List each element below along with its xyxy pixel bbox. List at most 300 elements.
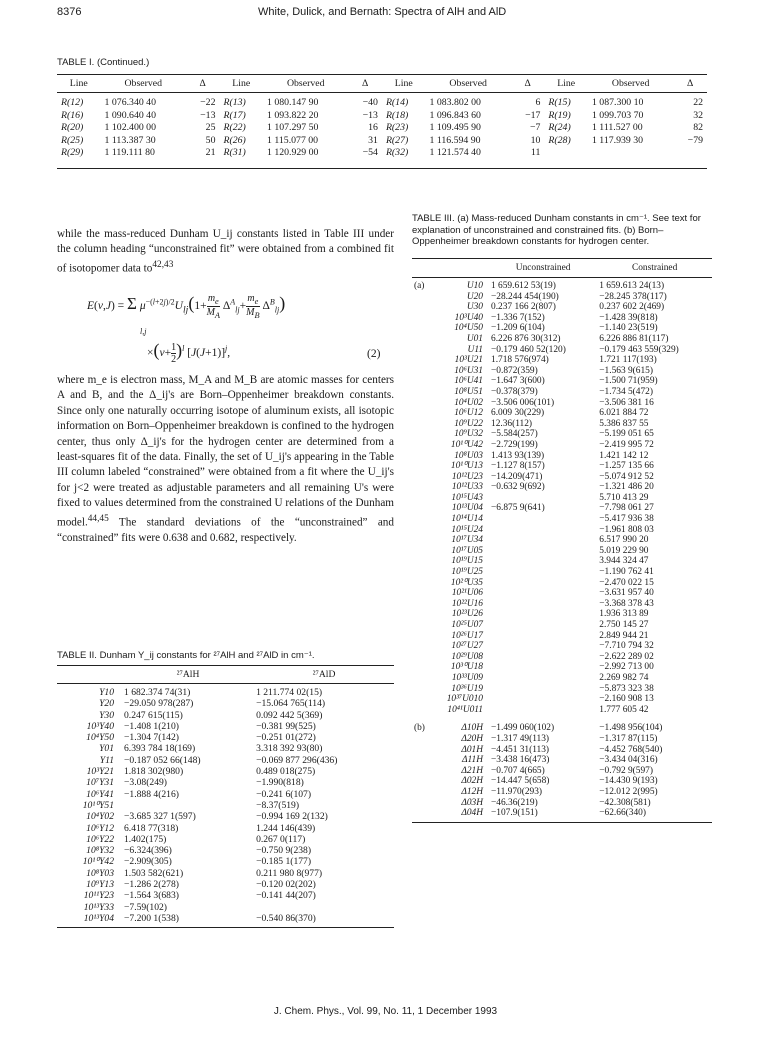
table-cell: 1 115.077 00 [267, 134, 319, 146]
row-label: 10³⁰U18 [450, 662, 483, 673]
row-label: 10⁶Y22 [86, 833, 114, 845]
table-cell: −0.378(379) [491, 386, 538, 397]
table-row [412, 734, 712, 745]
table-cell: −3.685 327 1(597) [124, 811, 196, 823]
section-spacer [412, 482, 436, 493]
section-spacer [412, 662, 436, 673]
section-spacer [412, 503, 436, 514]
table-cell [489, 652, 597, 663]
table-cell [489, 493, 597, 504]
row-label: 10⁴Y50 [86, 732, 114, 744]
row-label: 10³⁶U19 [451, 683, 483, 694]
table-cell: 1.503 582(621) [124, 867, 184, 879]
table3-col-constrained: Constrained [597, 259, 712, 278]
table-cell: −1.140 23(519) [599, 323, 658, 334]
table-cell: −28.244 454(190) [491, 291, 559, 302]
table-cell: −4.451 31(113) [491, 744, 550, 755]
table-cell: −17 [525, 109, 541, 121]
row-label: 10⁴U02 [454, 397, 483, 408]
section-spacer [412, 567, 436, 578]
table-cell: −5.873 323 38 [599, 683, 654, 694]
table-cell: 12.36(112) [491, 418, 533, 429]
table-row [57, 110, 707, 123]
table-cell: −1.317 87(115) [599, 733, 658, 744]
section-spacer [412, 461, 436, 472]
table-cell: −1.209 6(104) [491, 323, 545, 334]
table-row [412, 398, 712, 409]
table-cell: 1.721 117(193) [599, 355, 657, 366]
section-spacer [412, 472, 436, 483]
table-cell: −0.381 99(525) [256, 720, 316, 732]
table-cell: −13 [200, 109, 216, 121]
table-cell: 1.244 146(439) [256, 822, 316, 834]
row-label: 10⁶U12 [454, 408, 483, 419]
table-row [412, 313, 712, 324]
row-label: 10⁶U41 [454, 376, 483, 387]
table2-col-alh: ²⁷AlH [122, 666, 254, 684]
section-spacer [412, 641, 436, 652]
section-spacer [412, 798, 436, 809]
table-cell: 16 [368, 122, 378, 133]
table-row [412, 705, 712, 716]
row-label: 10⁶Y12 [86, 822, 114, 834]
section-spacer [412, 302, 436, 313]
table-cell: 3.944 324 47 [599, 556, 649, 567]
row-label: 10¹²U33 [451, 482, 483, 493]
section-spacer [412, 514, 436, 525]
table-row [57, 732, 394, 743]
section-spacer [412, 525, 436, 536]
table-cell: 0.237 166 2(807) [491, 302, 556, 313]
table3-caption: TABLE III. (a) Mass-reduced Dunham constants in cm⁻¹. See text for explanation of unconstrained and constrained fits. (b) Born–Oppenheimer breakdown constants for hydrogen center. [412, 213, 701, 247]
row-label: 10⁹U22 [454, 418, 483, 429]
section-spacer [412, 398, 436, 409]
table-row [57, 721, 394, 732]
table-cell: −2.470 022 15 [599, 577, 654, 588]
table-row [57, 684, 394, 699]
table-row [412, 440, 712, 451]
table-cell: −2.160 908 13 [599, 694, 654, 705]
table-cell: −3.438 16(473) [491, 755, 550, 766]
table-row [412, 787, 712, 798]
table-cell: R(15) [548, 97, 571, 108]
table-cell: −0.179 463 559(329) [599, 344, 679, 355]
table-cell: −14.209(471) [491, 471, 543, 482]
table-row [412, 673, 712, 684]
table-cell: −5.584(257) [491, 429, 538, 440]
row-label: 10¹⁰Y51 [82, 799, 114, 811]
table-row [57, 122, 707, 135]
section-spacer [412, 345, 436, 356]
table-cell [489, 588, 597, 599]
table1-col-header: Observed [425, 75, 510, 93]
table-cell: R(22) [223, 122, 246, 133]
table-cell: −12.012 2(995) [599, 786, 658, 797]
row-label: Δ10H [461, 723, 483, 734]
table-row [412, 798, 712, 809]
section-spacer [412, 556, 436, 567]
table-cell: 1.818 302(980) [124, 766, 184, 778]
table-row [412, 641, 712, 652]
table-cell: −0.251 01(272) [256, 732, 316, 744]
table1-col-header: Line [219, 75, 263, 93]
table-row [57, 710, 394, 721]
body-text-top [57, 227, 394, 277]
section-spacer [412, 546, 436, 557]
section-spacer [412, 631, 436, 642]
table-row [412, 599, 712, 610]
section-spacer [412, 355, 436, 366]
paragraph-1: while the mass-reduced Dunham U_ij constants listed in Table III under the column heading “unconstrained fit” were obtained from a combined fit of isotopomer data to [57, 228, 394, 275]
table-cell: 1 107.297 50 [267, 122, 319, 133]
table-cell: −0.187 052 66(148) [124, 754, 201, 766]
table-cell: 5.386 837 55 [599, 418, 649, 429]
section-label: (a) [414, 281, 425, 291]
table-cell: −29.050 978(287) [124, 698, 194, 710]
journal-footer: J. Chem. Phys., Vol. 99, No. 11, 1 December 1993 [273, 1006, 498, 1017]
table-cell [489, 705, 597, 716]
table-row [57, 698, 394, 709]
row-label: 10¹⁰U42 [450, 439, 483, 450]
row-label: 10⁹U32 [454, 429, 483, 440]
table-cell: −3.506 381 16 [599, 397, 654, 408]
table-row [412, 366, 712, 377]
row-label: 10³U21 [454, 355, 483, 366]
section-spacer [412, 440, 436, 451]
table1-col-header: Δ [186, 75, 220, 93]
table-cell: −2.419 995 72 [599, 439, 654, 450]
table-row [412, 292, 712, 303]
table-cell: −1.336 7(152) [491, 312, 545, 323]
row-label: 10⁸U03 [454, 450, 483, 461]
table-cell: −4.452 768(540) [599, 744, 663, 755]
table-cell: R(29) [57, 147, 101, 168]
table-cell [489, 546, 597, 557]
table-cell: −79 [687, 134, 703, 146]
table-cell: R(13) [223, 97, 246, 108]
table2-corner [57, 666, 122, 684]
table-row [412, 345, 712, 356]
table-row [57, 135, 707, 148]
section-spacer [412, 620, 436, 631]
body-text-bottom [57, 373, 394, 546]
row-label: Δ21H [461, 765, 483, 776]
table-cell: −3.631 957 40 [599, 588, 654, 599]
row-label: 10¹⁵U24 [451, 524, 483, 535]
table3 [412, 258, 712, 823]
table-cell: −0.872(359) [491, 365, 538, 376]
table-cell: 6.418 77(318) [124, 822, 179, 834]
table-row [412, 578, 712, 589]
table-cell: 6.009 30(229) [491, 408, 545, 419]
section-spacer [412, 808, 436, 822]
table-cell: 0.247 615(115) [124, 709, 183, 721]
table-cell: 1 099.703 70 [591, 109, 644, 121]
table1-col-header: Δ [673, 75, 707, 93]
table-cell [544, 147, 588, 168]
table-cell: R(31) [219, 147, 263, 168]
table1-col-header: Observed [588, 75, 673, 93]
citation: 44,45 [87, 513, 109, 524]
row-label: Δ20H [461, 733, 483, 744]
table-cell: 1 659.613 24(13) [599, 281, 665, 291]
table-cell: −3.08(249) [124, 777, 167, 789]
table-row [412, 694, 712, 705]
table-cell: 1.421 142 12 [599, 450, 649, 461]
table-cell: 0.267 0(117) [256, 833, 306, 845]
table-row [412, 451, 712, 462]
row-label: Δ02H [461, 776, 483, 787]
table-cell [489, 525, 597, 536]
row-label: 10⁶U31 [454, 365, 483, 376]
table-cell: −1.408 1(210) [124, 720, 179, 732]
row-label: 10⁴Y02 [86, 811, 114, 823]
table-cell: −1.563 9(615) [599, 365, 653, 376]
table-row [57, 834, 394, 845]
table-row [412, 631, 712, 642]
table-cell [489, 662, 597, 673]
row-label: 10⁸Y32 [86, 845, 114, 857]
table-cell: −0.141 44(207) [256, 890, 316, 902]
row-label: 10¹²U23 [451, 471, 483, 482]
row-label: 10³Y40 [86, 720, 114, 732]
row-label: 10⁸Y03 [86, 867, 114, 879]
table2-caption: TABLE II. Dunham Y_ij constants for ²⁷AlH and ²⁷AlD in cm⁻¹. [57, 650, 315, 661]
row-label: 10¹⁹U15 [451, 556, 483, 567]
table-cell: −11.970(293) [491, 786, 543, 797]
table-cell: 2.269 982 74 [599, 672, 649, 683]
table-cell: 6.226 886 81(117) [599, 333, 669, 344]
table-cell: −0.120 02(202) [256, 879, 316, 891]
row-label: 10⁹Y13 [86, 879, 114, 891]
table-cell: 10 [530, 134, 541, 146]
table-cell: −1.127 8(157) [491, 461, 545, 472]
row-label: U20 [466, 291, 483, 302]
row-label: 10¹³U04 [451, 503, 483, 514]
table-cell: 1 659.612 53(19) [491, 281, 556, 291]
section-spacer [412, 493, 436, 504]
table-row [412, 662, 712, 673]
table-cell: 32 [693, 109, 703, 121]
section-spacer [412, 313, 436, 324]
table-cell: −6.324(396) [124, 845, 172, 857]
table-row [57, 800, 394, 811]
row-label: 10⁴¹U011 [447, 704, 483, 715]
table-cell: −13 [362, 109, 378, 121]
table-row [412, 546, 712, 557]
section-spacer [412, 734, 436, 745]
row-label: Δ03H [461, 797, 483, 808]
table-cell: R(26) [223, 134, 246, 146]
table-cell: −1.499 060(102) [491, 723, 555, 734]
table1-col-header: Line [544, 75, 588, 93]
table-cell: 1 120.929 00 [263, 147, 348, 168]
section-spacer [412, 776, 436, 787]
table-cell: −15.064 765(114) [256, 698, 326, 710]
table-cell: 1 211.774 02(15) [256, 687, 323, 698]
section-spacer [412, 694, 436, 705]
table-cell: 1 682.374 74(31) [124, 687, 191, 698]
row-label: Y11 [99, 754, 114, 766]
table-row [57, 766, 394, 777]
table-cell: 6.021 884 72 [599, 408, 649, 419]
table-cell: −0.241 6(107) [256, 788, 312, 800]
table-row [57, 777, 394, 788]
table-cell: −7.798 061 27 [599, 503, 654, 514]
row-label: 10³U40 [454, 312, 483, 323]
table-cell: 5.710 413 29 [599, 492, 649, 503]
table-cell: R(27) [385, 134, 409, 146]
table-cell: −8.37(519) [256, 799, 300, 811]
row-label: Y20 [99, 698, 114, 710]
row-label: Δ04H [436, 808, 489, 822]
table-cell: 1 121.574 40 [425, 147, 510, 168]
row-label: 10¹³Y04 [57, 913, 122, 928]
row-label: Y01 [99, 743, 114, 755]
table-cell: −1.647 3(600) [491, 376, 545, 387]
row-label: 10¹⁰Y42 [82, 856, 114, 868]
section-spacer [412, 292, 436, 303]
table3-col-unconstrained: Unconstrained [489, 259, 597, 278]
table-cell [489, 567, 597, 578]
table-cell: R(24) [548, 122, 571, 133]
table-cell: 1 102.400 00 [104, 122, 156, 133]
table-cell: −1.564 3(683) [124, 890, 179, 902]
table-cell: −0.750 9(238) [256, 845, 312, 857]
table-cell [254, 902, 394, 913]
row-label: Δ11H [462, 755, 483, 766]
table-cell: 11 [511, 147, 545, 168]
table-row [412, 808, 712, 822]
table-cell: −1.304 7(142) [124, 732, 179, 744]
table-cell: 6.393 784 18(169) [124, 743, 196, 755]
table-cell [489, 578, 597, 589]
row-label: 10³⁷U010 [446, 694, 483, 705]
table-cell: 2.849 944 21 [599, 630, 649, 641]
row-label: 10³³U09 [451, 672, 483, 683]
table-cell: 1.718 576(974) [491, 355, 549, 366]
table-cell: 0.092 442 5(369) [256, 709, 323, 721]
table-cell: −1.428 39(818) [599, 312, 658, 323]
table-cell: −0.069 877 296(436) [256, 754, 338, 766]
table-cell: R(28) [548, 134, 571, 146]
section-spacer [412, 684, 436, 695]
table-cell: −107.9(151) [489, 808, 597, 822]
paragraph-2-end: The standard deviations of the “unconstrained” and “constrained” fits were 0.638 and 0.682, respectively. [57, 516, 394, 544]
table-cell: 6 [535, 97, 541, 108]
table-cell: 31 [368, 134, 378, 146]
table-cell: 21 [186, 147, 220, 168]
table-row [412, 482, 712, 493]
table1-col-header: Δ [511, 75, 545, 93]
table-cell: −1.961 808 03 [599, 524, 654, 535]
table-row [57, 845, 394, 856]
table-cell: −0.540 86(370) [254, 913, 394, 928]
table-row [412, 652, 712, 663]
table-row [57, 890, 394, 901]
paragraph-2: where m_e is electron mass, M_A and M_B are atomic masses for centers A and B, and the Δ_ij's are Born–Oppenheimer breakdown constants. Since only one naturally occurring isotope of aluminum exists, all isotopic information on Born–Oppenheimer breakdown is confined to the hydrogen center, thus only Δ_ij's for the hydrogen center are determined from a least-squares fit of the data. Finally, the set of U_ij's appearing in the Table III column labeled “constrained” were obtained from a fit where the U_ij's for j<2 were treated as adjustable parameters and all remaining U's were fixed to values determined from the constrained U relations of the Dunham model. [57, 374, 394, 529]
table-row [412, 302, 712, 313]
table-cell: R(23) [385, 122, 409, 133]
row-label: 10²²U16 [451, 598, 483, 609]
table-cell: −28.245 378(117) [599, 291, 667, 302]
table-cell: 6.226 876 30(312) [491, 333, 561, 344]
section-spacer [412, 705, 436, 716]
table-cell: −40 [362, 97, 378, 108]
table1-caption: TABLE I. (Continued.) [57, 57, 150, 68]
section-label: (b) [414, 723, 425, 734]
table-cell: 1 083.802 00 [429, 97, 481, 108]
row-label: 10⁶Y41 [86, 788, 114, 800]
table-cell: −0.994 169 2(132) [256, 811, 328, 823]
table-cell [489, 673, 597, 684]
table-row [412, 429, 712, 440]
table-row [57, 147, 707, 168]
row-label: 10¹³Y33 [83, 901, 114, 913]
table-cell: −1.257 135 66 [599, 461, 654, 472]
row-label: 10²⁶U17 [451, 630, 483, 641]
table-cell: R(17) [223, 109, 246, 121]
section-spacer [412, 578, 436, 589]
table-row [57, 823, 394, 834]
table1 [57, 74, 707, 169]
row-label: 10¹⁴U14 [451, 514, 483, 525]
row-label: 10³Y21 [86, 766, 114, 778]
table-cell: 1.413 93(139) [491, 450, 545, 461]
table-row [412, 278, 712, 292]
table-cell: R(14) [385, 97, 409, 108]
table2 [57, 665, 394, 928]
section-spacer [412, 323, 436, 334]
table-row [412, 323, 712, 334]
table-cell: −14.430 9(193) [599, 776, 658, 787]
table-row [412, 387, 712, 398]
table1-col-header: Line [382, 75, 426, 93]
table-row [412, 588, 712, 599]
table-cell: 50 [205, 134, 216, 146]
table-cell [489, 514, 597, 525]
table-cell [489, 556, 597, 567]
row-label: 10²¹U06 [451, 588, 483, 599]
table-row [412, 766, 712, 777]
table-cell [673, 147, 707, 168]
table-cell: −1.888 4(216) [124, 788, 179, 800]
table-cell: −5.074 912 52 [599, 471, 654, 482]
row-label: 10¹⁷U34 [451, 535, 483, 546]
table-row [57, 789, 394, 800]
row-label: Y10 [99, 687, 114, 698]
table-cell: R(19) [548, 109, 571, 121]
table-row [57, 879, 394, 890]
row-label: 10¹⁰U13 [450, 461, 483, 472]
section-spacer [412, 429, 436, 440]
table-row [412, 503, 712, 514]
table-row [57, 913, 394, 928]
table-cell [489, 694, 597, 705]
section-spacer [412, 766, 436, 777]
table-cell: −0.632 9(692) [491, 482, 545, 493]
table-cell: −1.734 5(472) [599, 386, 653, 397]
table-row [412, 493, 712, 504]
table-cell: 1 117.939 30 [591, 134, 644, 146]
table1-col-header: Observed [263, 75, 348, 93]
section-spacer [412, 376, 436, 387]
table-cell [122, 800, 254, 811]
table-row [412, 461, 712, 472]
table-cell: −0.185 1(177) [256, 856, 312, 868]
section-spacer [412, 408, 436, 419]
table-cell: 1 087.300 10 [591, 97, 644, 108]
